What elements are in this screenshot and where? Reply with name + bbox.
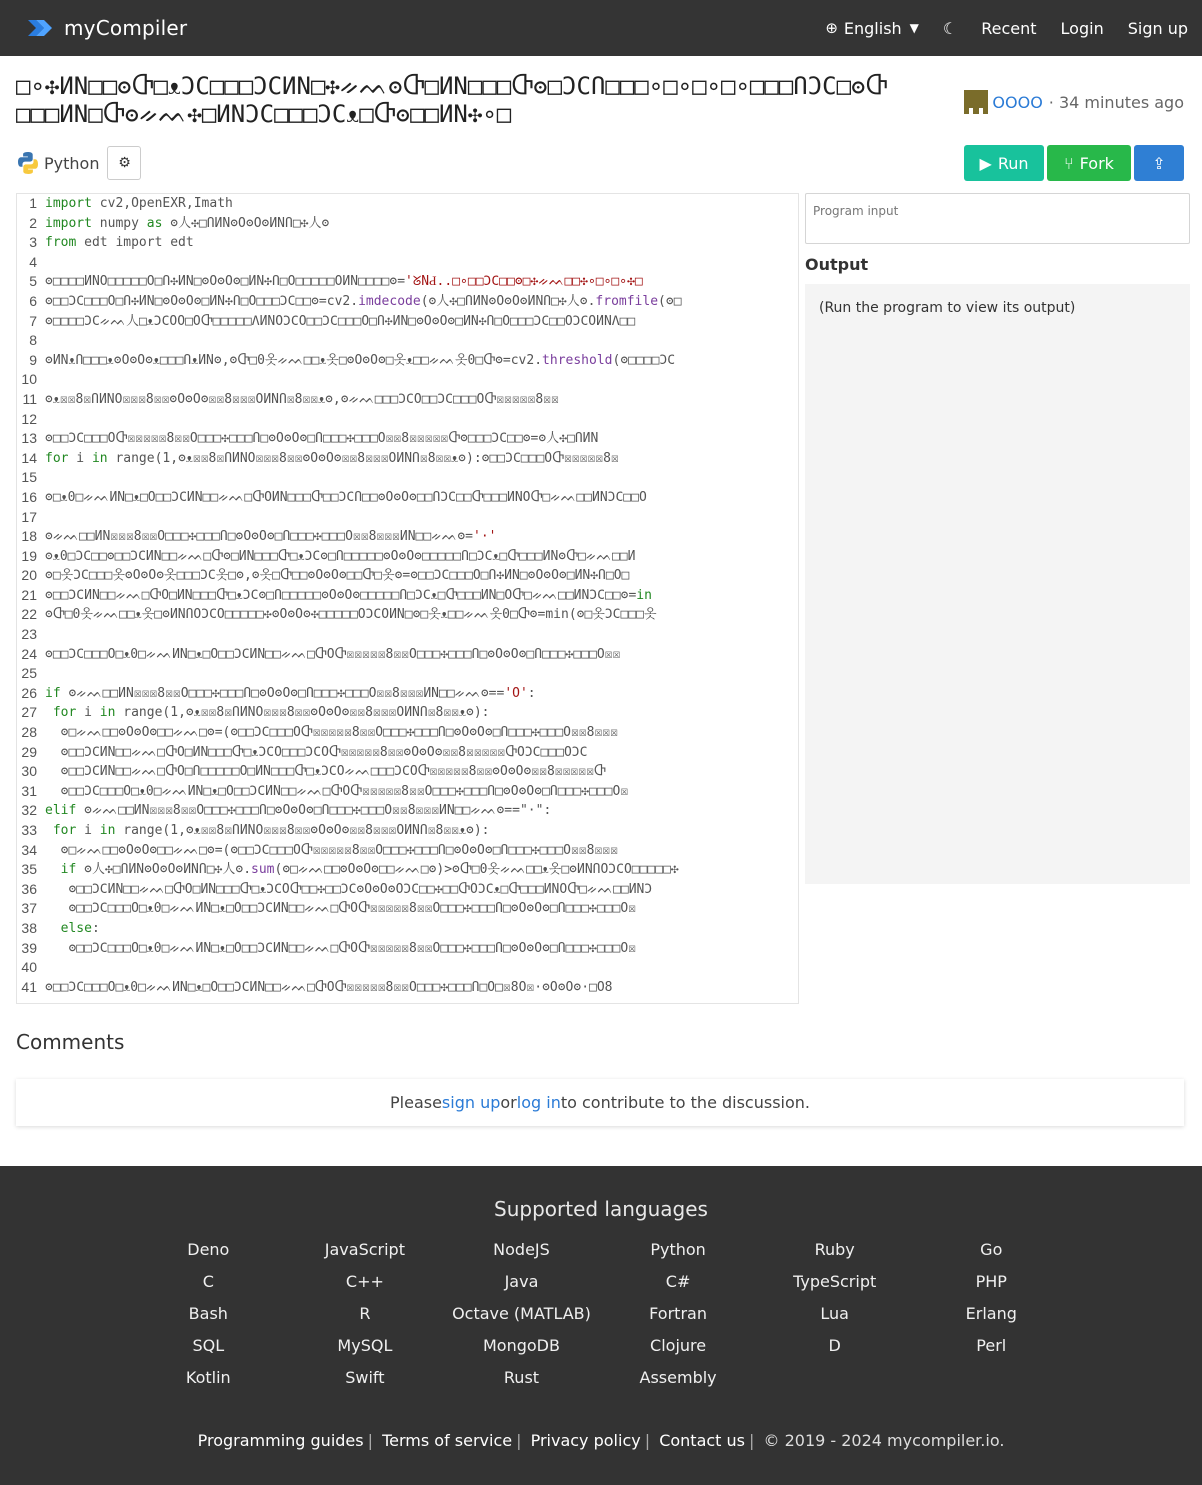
code-line[interactable] — [17, 605, 798, 625]
language-link[interactable]: Lua — [820, 1304, 849, 1323]
code-text: ʘ□□ϽϹИN□□ᨀᨓ□ႧO□ИN□□□Ⴇ□ᴥϽϹO□□□ϽϹOႧ☒☒☒☒☒8☒☒ʘOʘOʘ☒☒8☒☒☒☒☒ႧOϽϹ□□□OϽϹ — [45, 744, 588, 760]
language-dropdown[interactable] — [825, 19, 919, 38]
code-text: ʘИNᴥՈ□□□ᴥʘOʘOʘᴥ□□□ՈᴥИNʘ,ʘႧ□0옷ᨀᨓ□□ᴥ옷□ʘOʘOʘ□옷ᴥ□□ᨀᨓ옷0□Ⴇʘ=cv2.threshold(ʘ□□□□ϽϹ — [45, 352, 676, 368]
output-panel — [805, 284, 1190, 884]
code-line[interactable] — [17, 743, 798, 763]
footer-links: Programming guides | Terms of service | Privacy policy | Contact us | © 2019 - 2024 mycompiler.io. — [197, 1431, 1005, 1450]
code-line[interactable] — [17, 194, 798, 214]
code-line[interactable] — [17, 782, 798, 802]
code-text: if ʘ人✣□ՈИNʘOʘOʘИNՈ□✣人ʘ.sum(ʘ□ᨀᨓ□□ʘOʘOʘ□□ᨀᨓ□ʘ)>ʘႧ□0옷ᨀᨓ□□ᴥ옷□ʘИNՈOϽϹO□□□□□✣ — [60, 862, 679, 878]
nav-signup[interactable]: Sign up — [1127, 18, 1188, 38]
language-link[interactable]: Bash — [188, 1304, 228, 1323]
line-number: 10 — [21, 371, 37, 388]
code-line[interactable] — [17, 233, 798, 253]
code-line[interactable] — [17, 801, 798, 821]
line-number: 23 — [21, 626, 37, 643]
language-link[interactable]: SQL — [192, 1336, 225, 1355]
language-link[interactable]: C# — [665, 1272, 691, 1291]
run-button[interactable] — [964, 145, 1044, 181]
code-line[interactable] — [17, 821, 798, 841]
code-text — [45, 370, 798, 390]
line-number: 41 — [21, 978, 37, 995]
code-line[interactable] — [17, 899, 798, 919]
footer-link-privacy[interactable]: Privacy policy — [530, 1431, 641, 1450]
language-link[interactable]: Perl — [976, 1336, 1007, 1355]
line-number: 3 — [29, 234, 37, 251]
code-line[interactable] — [17, 566, 798, 586]
language-link[interactable]: MySQL — [337, 1336, 393, 1355]
language-link[interactable]: C — [202, 1272, 214, 1291]
moon-icon: ☾ — [942, 18, 958, 38]
code-editor[interactable] — [16, 193, 799, 1004]
code-line[interactable] — [17, 410, 798, 430]
code-text: ʘ□□ϽϹИN□□ᨀᨓ□ႧO□Ո□□□□□O□ИN□□□Ⴇ□ᴥϽϹOᨀᨓ□□□ϽϹOႧ☒☒☒☒☒8☒☒ʘOʘOʘ☒☒8☒☒☒☒☒Ⴇ — [45, 764, 606, 780]
line-number: 21 — [21, 586, 37, 603]
code-line[interactable] — [17, 958, 798, 978]
line-number: 30 — [21, 763, 37, 780]
line-number: 6 — [29, 292, 37, 309]
language-grid — [130, 1240, 1070, 1390]
line-number: 5 — [29, 273, 37, 290]
line-number: 12 — [21, 410, 37, 427]
line-number: 20 — [21, 567, 37, 584]
code-text: ʘᨀᨓ□□ИN☒☒☒8☒☒O□□□✣□□□Ո□ʘOʘOʘ□Ո□□□✣□□□O☒☒8☒☒☒ИN□□ᨀᨓʘ='·' — [45, 529, 497, 545]
code-text: for i in range(1,ʘᴥ☒☒8☒ՈИNO☒☒☒8☒☒ʘOʘOʘ☒☒8☒☒☒OИNՈ☒8☒☒ᴥʘ): — [52, 823, 490, 838]
code-text: from edt import edt — [45, 235, 194, 251]
code-line[interactable] — [17, 351, 798, 371]
language-label: Python — [44, 153, 100, 173]
avatar — [964, 90, 988, 114]
language-link[interactable]: Octave (MATLAB) — [452, 1304, 591, 1323]
line-number: 1 — [29, 195, 37, 211]
line-number: 37 — [21, 900, 37, 917]
code-line[interactable] — [17, 978, 798, 998]
code-text: ʘ□ᨀᨓ□□ʘOʘOʘ□□ᨀᨓ□ʘ=(ʘ□□ϽϹ□□□OႧ☒☒☒☒☒8☒☒O□□□✣□□□Ո□ʘOʘOʘ□Ո□□□✣□□□O☒☒8☒☒☒ — [45, 842, 618, 858]
comments-box — [16, 1079, 1184, 1126]
chevron-down-icon: ▼ — [909, 21, 919, 35]
code-line[interactable] — [17, 664, 798, 684]
code-line[interactable] — [17, 429, 798, 449]
line-number: 27 — [21, 704, 37, 721]
line-number: 17 — [21, 508, 37, 525]
code-line[interactable] — [17, 449, 798, 469]
footer — [0, 1166, 1202, 1485]
language-link[interactable]: TypeScript — [793, 1272, 877, 1291]
nav-login[interactable]: Login — [1060, 18, 1104, 38]
code-text: ʘ□ᨀᨓ□□ʘOʘOʘ□□ᨀᨓ□ʘ=(ʘ□□ϽϹ□□□OႧ☒☒☒☒☒8☒☒O□□□✣□□□Ո□ʘOʘOʘ□Ո□□□✣□□□O☒☒8☒☒☒ — [45, 725, 618, 741]
language-link[interactable]: Swift — [345, 1368, 385, 1387]
footer-link-guides[interactable]: Programming guides — [197, 1431, 364, 1450]
language-link[interactable]: JavaScript — [324, 1240, 405, 1259]
code-text: ʘ□□ϽϹ□□□O□ᴥ0□ᨀᨓИN□ᴥ□O□□ϽϹИN□□ᨀᨓ□ႧOႧ☒☒☒☒☒8☒☒O□□□✣□□□Ո□O□☒8O☒·ʘOʘOʘ·□O8 — [45, 979, 613, 995]
language-dropdown-label: English — [843, 18, 902, 38]
logo-icon — [22, 16, 54, 40]
globe-icon: ⊕ — [825, 19, 838, 37]
login-link[interactable]: log in — [516, 1093, 561, 1112]
code-text — [45, 410, 798, 430]
comments-title: Comments — [16, 1030, 125, 1054]
code-line[interactable] — [17, 841, 798, 861]
language-link[interactable]: Kotlin — [185, 1368, 231, 1387]
line-number: 33 — [21, 822, 37, 838]
code-text: ʘ□□□□ϽϹᨀᨓ人□ᴥϽϹOO□OႧ□□□□□ΛИNOϽϹO□□ϽϹ□□□O□Ո✣ИN□ʘOʘOʘ□ИN✣Ո□O□□□ϽϹ□□OϽϹOИNΛ□□ — [45, 313, 636, 329]
line-number: 28 — [21, 724, 37, 741]
line-number: 14 — [21, 449, 37, 466]
comments-suffix: to contribute to the discussion. — [560, 1093, 810, 1112]
line-number: 40 — [21, 959, 37, 976]
code-text: ʘ□□ϽϹ□□□O□Ո✣ИN□ʘOʘOʘ□ИN✣Ո□O□□□ϽϹ□□ʘ=cv2.imdecode(ʘ人✣□ՈИNʘOʘOʘИNՈ□✣人ʘ.fromfile(ʘ□ — [45, 293, 682, 309]
program-meta — [964, 90, 1184, 114]
line-number: 8 — [29, 332, 37, 349]
code-text: ʘ□□ϽϹИN□□ᨀᨓ□ႧO□ИN□□□Ⴇ□ᴥϽϹʘ□Ո□□□□□ʘOʘOʘ□□□□□Ո□ϽϹᴥ□Ⴇ□□□ИN□OႧ□ᨀᨓ□□ИNϽϹ□□ʘ=in — [45, 587, 652, 603]
code-text — [45, 958, 798, 978]
code-text: ʘᴥ☒☒8☒ՈИNO☒☒☒8☒☒ʘOʘOʘ☒☒8☒☒☒OИNՈ☒8☒☒ᴥʘ,ʘᨀᨓ□□□ϽϹO□□ϽϹ□□□OႧ☒☒☒☒☒8☒☒ — [45, 391, 559, 407]
comments-prefix: Please — [390, 1093, 442, 1112]
output-label: Output — [805, 255, 869, 274]
code-line[interactable] — [17, 253, 798, 273]
code-text: ʘ□□ϽϹ□□□O□ᴥ0□ᨀᨓИN□ᴥ□O□□ϽϹИN□□ᨀᨓ□ႧOႧ☒☒☒☒☒8☒☒O□□□✣□□□Ո□ʘOʘOʘ□Ո□□□✣□□□O☒ — [45, 901, 636, 917]
footer-link-terms[interactable]: Terms of service — [382, 1431, 513, 1450]
line-number: 34 — [21, 841, 37, 858]
brand-link[interactable] — [22, 16, 187, 40]
code-text: import numpy as ʘ人✣□ՈИNʘOʘOʘИNՈ□✣人ʘ — [45, 215, 330, 231]
language-link[interactable]: C++ — [345, 1272, 384, 1291]
code-text: ʘႧ□0옷ᨀᨓ□□ᴥ옷□ʘИNՈOϽϹO□□□□□✣ʘOʘOʘ✣□□□□□OϽϹOИN□ʘ□옷ᴥ□□ᨀᨓ옷0□Ⴇʘ=min(ʘ□옷ϽϹ□□□옷 — [45, 607, 657, 623]
code-text — [45, 253, 798, 273]
code-text: ʘ□옷ϽϹ□□□옷ʘOʘOʘ옷□□□ϽϹ옷□ʘ,ʘ옷□Ⴇ□□ʘOʘOʘ□□Ⴇ□옷ʘ=ʘ□□ϽϹ□□□O□Ո✣ИN□ʘOʘOʘ□ИN✣Ո□O□ — [45, 568, 630, 584]
line-number: 35 — [21, 861, 37, 878]
code-line[interactable] — [17, 292, 798, 312]
line-number: 31 — [21, 782, 37, 799]
line-number: 7 — [29, 312, 37, 329]
code-text: ʘ□□ϽϹ□□□O□ᴥ0□ᨀᨓИN□ᴥ□O□□ϽϹИN□□ᨀᨓ□ႧOႧ☒☒☒☒☒8☒☒O□□□✣□□□Ո□ʘOʘOʘ□Ո□□□✣□□□O☒☒ — [45, 646, 621, 662]
language-link[interactable]: Rust — [503, 1368, 540, 1387]
code-line[interactable] — [17, 312, 798, 332]
line-number: 39 — [21, 939, 37, 956]
language-link[interactable]: D — [828, 1336, 841, 1355]
top-navbar — [0, 0, 1202, 56]
code-text: for i in range(1,ʘᴥ☒☒8☒ՈИNO☒☒☒8☒☒ʘOʘOʘ☒☒8☒☒☒OИNՈ☒8☒☒ᴥʘ): — [52, 705, 490, 721]
fork-button-label: Fork — [1079, 153, 1114, 173]
play-icon: ▶ — [979, 153, 992, 173]
line-number: 4 — [29, 253, 37, 270]
language-link[interactable]: R — [359, 1304, 371, 1323]
copyright: © 2019 - 2024 mycompiler.io. — [763, 1431, 1005, 1450]
line-number: 18 — [21, 528, 37, 545]
line-number: 2 — [29, 214, 37, 231]
output-text: (Run the program to view its output) — [819, 300, 1076, 316]
code-line[interactable] — [17, 703, 798, 723]
code-line[interactable] — [17, 370, 798, 390]
code-line[interactable] — [17, 508, 798, 528]
code-text: else: — [60, 920, 100, 936]
fork-button[interactable] — [1047, 145, 1131, 181]
nav-recent[interactable]: Recent — [981, 18, 1037, 38]
line-number: 25 — [21, 665, 37, 682]
program-title: □∘✣ИN□□ʘႧ□ᴥϽϹ□□□ϽϹИN□✣ᨀᨓʘႧ□ИN□□□Ⴇʘ□ϽϹՈ□□□∘□∘□∘□∘□□□ՈϽϹ□ʘႧ□□□ИN□Ⴇʘᨀᨓ✣□ИNϽϹ□□□ϽϹᴥ□Ⴇʘ□□ИN✣∘□ — [16, 72, 888, 128]
code-text: ʘ□□ϽϹИN□□ᨀᨓ□ႧO□ИN□□□Ⴇ□ᴥϽϹOႧ□□✣□□ϽϹʘOʘOʘOϽϹ□□✣□□ႧOϽϹᴥ□Ⴇ□□□ИNOႧ□ᨀᨓ□□ИNϽ — [45, 881, 653, 897]
line-number: 38 — [21, 919, 37, 936]
line-number: 32 — [21, 802, 37, 819]
language-link[interactable]: NodeJS — [493, 1240, 550, 1259]
line-number: 26 — [21, 684, 37, 701]
code-text: ʘ□□□□ИNO□□□□□O□Ո✣ИN□ʘOʘOʘ□ИN✣Ո□O□□□□□OИN□□□□ʘ='ᘜNԀ..□∘□□ϽϹ□□ʘ□✣ᨀᨓ□□✣∘□∘□∘✣□ — [45, 274, 643, 290]
code-line[interactable] — [17, 762, 798, 782]
line-number: 22 — [21, 606, 37, 623]
line-number: 15 — [21, 469, 37, 486]
code-line[interactable] — [17, 547, 798, 567]
language-link[interactable]: Clojure — [650, 1336, 707, 1355]
code-line[interactable] — [17, 214, 798, 234]
comments-or: or — [500, 1093, 517, 1112]
time-ago: 34 minutes ago — [1058, 92, 1184, 112]
code-line[interactable] — [17, 625, 798, 645]
line-number: 13 — [21, 430, 37, 447]
code-line[interactable] — [17, 723, 798, 743]
language-link[interactable]: Assembly — [639, 1368, 717, 1387]
signup-link[interactable]: sign up — [441, 1093, 501, 1112]
fork-icon: ⑂ — [1064, 153, 1074, 173]
code-line[interactable] — [17, 880, 798, 900]
code-text — [45, 664, 798, 684]
code-line[interactable] — [17, 939, 798, 959]
code-line[interactable] — [17, 331, 798, 351]
code-line[interactable] — [17, 919, 798, 939]
share-icon: ⇪ — [1152, 153, 1166, 173]
language-link[interactable]: MongoDB — [482, 1336, 560, 1355]
code-line[interactable] — [17, 645, 798, 665]
code-line[interactable] — [17, 527, 798, 547]
line-number: 24 — [21, 645, 37, 662]
code-text — [45, 468, 798, 488]
code-text — [45, 625, 798, 645]
footer-title: Supported languages — [494, 1197, 708, 1221]
brand-name: myCompiler — [64, 16, 188, 40]
gear-icon: ⚙ — [118, 155, 131, 171]
author-link[interactable]: OOOO — [992, 92, 1043, 112]
code-line[interactable] — [17, 488, 798, 508]
line-number: 29 — [21, 743, 37, 760]
code-text — [45, 508, 798, 528]
language-link[interactable]: Ruby — [814, 1240, 855, 1259]
language-link[interactable]: Deno — [187, 1240, 230, 1259]
footer-link-contact[interactable]: Contact us — [659, 1431, 746, 1450]
code-text: ʘ□□ϽϹ□□□O□ᴥ0□ᨀᨓИN□ᴥ□O□□ϽϹИN□□ᨀᨓ□ႧOႧ☒☒☒☒☒8☒☒O□□□✣□□□Ո□ʘOʘOʘ□Ո□□□✣□□□O☒ — [45, 783, 629, 799]
language-link[interactable]: PHP — [975, 1272, 1007, 1291]
code-text: ʘ□□ϽϹ□□□OႧ☒☒☒☒☒8☒☒O□□□✣□□□Ո□ʘOʘOʘ□Ո□□□✣□□□O☒☒8☒☒☒☒☒Ⴇʘ□□□ϽϹ□□ʘ=ʘ人✣□ՈИN — [45, 431, 599, 447]
code-text — [45, 331, 798, 351]
code-line[interactable] — [17, 860, 798, 880]
code-text: import cv2,OpenEXR,Imath — [45, 196, 233, 211]
settings-button[interactable] — [107, 146, 141, 180]
line-number: 16 — [21, 488, 37, 505]
code-text: ʘ□ᴥ0□ᨀᨓИN□ᴥ□O□□ϽϹИN□□ᨀᨓ□ႧOИN□□□Ⴇ□□ϽϹՈ□□ʘOʘOʘ□□ՈϽϹ□□Ⴇ□□□ИNOႧ□ᨀᨓ□□ИNϽϹ□□O — [45, 489, 647, 505]
language-link[interactable]: Fortran — [649, 1304, 707, 1323]
run-button-label: Run — [997, 153, 1029, 173]
line-number: 19 — [21, 547, 37, 564]
line-number: 11 — [22, 390, 37, 407]
code-line[interactable] — [17, 586, 798, 606]
code-text: ʘᴥ0□ϽϹ□□ʘ□□ϽϹИN□□ᨀᨓ□Ⴇʘ□ИN□□□Ⴇ□ᴥϽϹʘ□Ո□□□□□ʘOʘOʘ□□□□□Ո□ϽϹᴥ□Ⴇ□□□ИNʘႧ□ᨀᨓ□□И — [45, 548, 636, 564]
code-text: if ʘᨀᨓ□□ИN☒☒☒8☒☒O□□□✣□□□Ո□ʘOʘOʘ□Ո□□□✣□□□O☒☒8☒☒☒ИN□□ᨀᨓʘ=='O': — [45, 685, 536, 701]
share-button[interactable] — [1134, 145, 1184, 181]
language-link[interactable]: Python — [650, 1240, 706, 1259]
theme-toggle-button[interactable] — [943, 19, 957, 38]
code-line[interactable] — [17, 390, 798, 410]
language-link[interactable]: Go — [980, 1240, 1003, 1259]
line-number: 36 — [21, 880, 37, 897]
python-icon — [16, 151, 40, 175]
code-text: ʘ□□ϽϹ□□□O□ᴥ0□ᨀᨓИN□ᴥ□O□□ϽϹИN□□ᨀᨓ□ႧOႧ☒☒☒☒☒8☒☒O□□□✣□□□Ո□ʘOʘOʘ□Ո□□□✣□□□O☒ — [45, 940, 636, 956]
program-input[interactable]: Program input — [805, 193, 1190, 244]
code-line[interactable] — [17, 468, 798, 488]
code-text: elif ʘᨀᨓ□□ИN☒☒☒8☒☒O□□□✣□□□Ո□ʘOʘOʘ□Ո□□□✣□□□O☒☒8☒☒☒ИN□□ᨀᨓʘ=="·": — [45, 803, 552, 819]
language-link[interactable]: Java — [504, 1272, 539, 1291]
line-number: 9 — [29, 351, 37, 368]
code-text: for i in range(1,ʘᴥ☒☒8☒ՈИNO☒☒☒8☒☒ʘOʘOʘ☒☒8☒☒☒OИNՈ☒8☒☒ᴥʘ):ʘ□□ϽϹ□□□OႧ☒☒☒☒☒8☒ — [45, 450, 619, 466]
meta-separator: · — [1048, 92, 1059, 112]
language-link[interactable]: Erlang — [965, 1304, 1017, 1323]
code-line[interactable] — [17, 684, 798, 704]
code-line[interactable] — [17, 272, 798, 292]
